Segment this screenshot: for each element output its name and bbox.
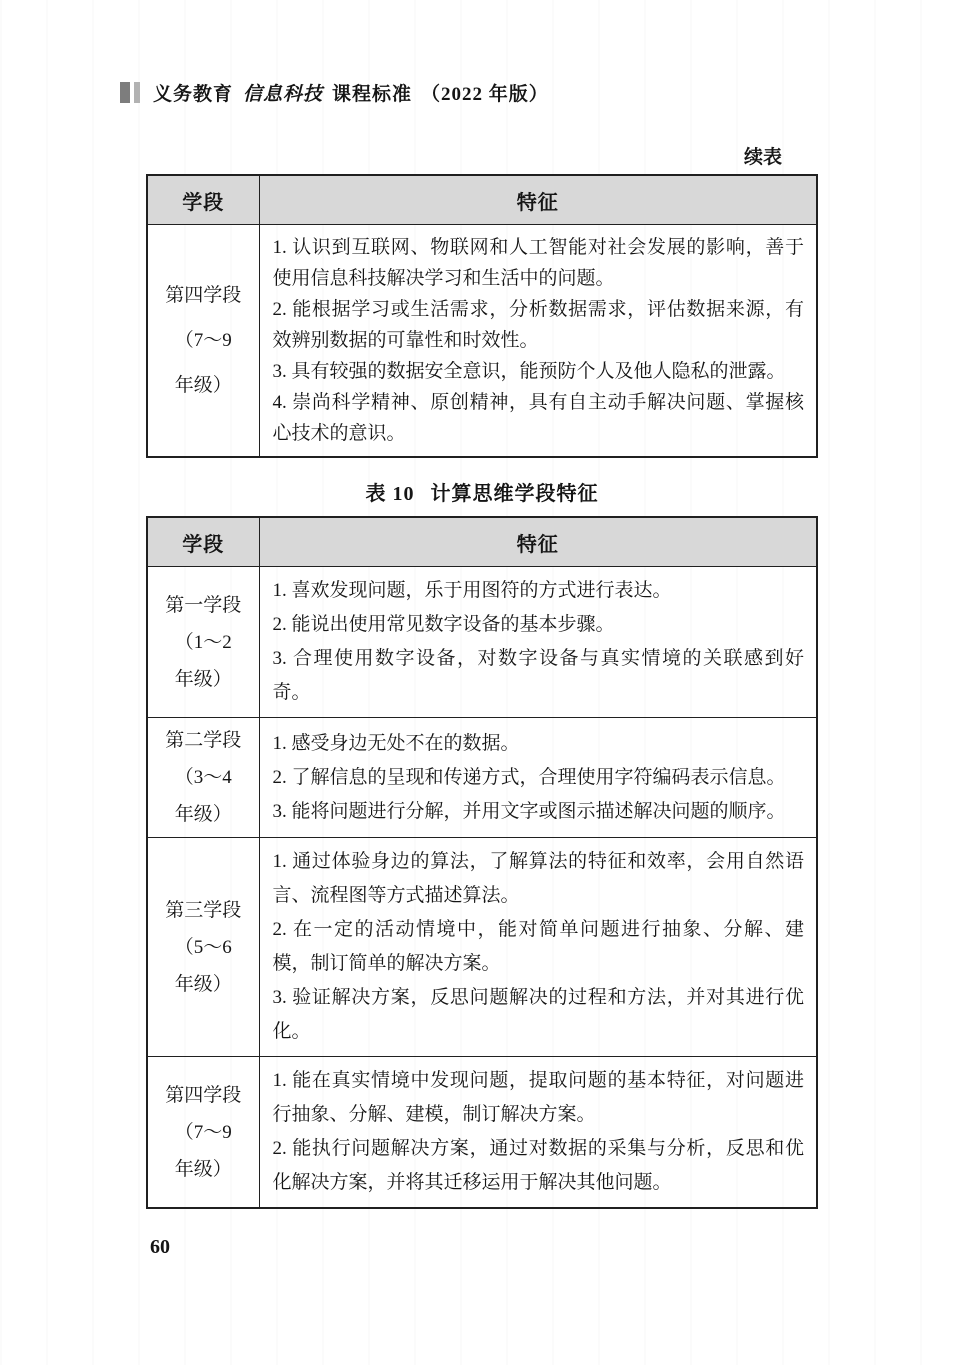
feature-item: 1. 通过体验身边的算法，了解算法的特征和效率，会用自然语言、流程图等方式描述算法。: [272, 851, 804, 906]
table10: [146, 516, 818, 1209]
table10-caption-title: 计算思维学段特征: [430, 483, 599, 505]
stage-line: 年级）: [174, 973, 232, 995]
feature-item: 2. 能说出使用常见数字设备的基本步骤。: [272, 614, 615, 635]
table10-caption-label: 表 10: [365, 483, 415, 505]
continued-table: [146, 174, 818, 458]
header-bar-light-icon: [134, 82, 140, 103]
feature-item: 1. 感受身边无处不在的数据。: [272, 732, 520, 754]
stage-line: 年级）: [174, 375, 232, 396]
table-row-stage2: [147, 718, 817, 838]
header-text-standard: 课程标准: [332, 83, 413, 105]
stage-line: （5～6: [174, 936, 232, 958]
header-text-education: 义务教育: [153, 83, 234, 105]
stage-cell: [147, 838, 259, 1057]
feature-item: 3. 具有较强的数据安全意识，能预防个人及他人隐私的泄露。: [272, 361, 786, 382]
continued-table-label: 续表: [743, 147, 782, 168]
stage-line: 年级）: [174, 668, 232, 690]
table-row-stage4: [147, 1057, 817, 1209]
stage-cell: [147, 718, 259, 838]
stage-line: 年级）: [174, 804, 232, 825]
stage-line: 第三学段: [165, 899, 242, 921]
stage-cell: [147, 225, 259, 458]
table-header-row: [147, 517, 817, 567]
feature-cell: [259, 1057, 817, 1209]
stage-line: （7～9: [174, 1121, 232, 1143]
table-row-stage1: [147, 567, 817, 718]
running-header: [120, 80, 549, 104]
stage-line: （3～4: [174, 767, 232, 788]
table-row: [147, 225, 817, 458]
stage-cell: [147, 1057, 259, 1209]
stage-cell: [147, 567, 259, 718]
page-number: 60: [150, 1236, 170, 1258]
stage-line: （7～9: [174, 330, 232, 351]
column-header-stage: 学段: [147, 175, 259, 225]
stage-line: 第四学段: [165, 1084, 242, 1106]
header-text-subject: 信息科技: [243, 83, 324, 105]
feature-item: 2. 能执行问题解决方案，通过对数据的采集与分析，反思和优化解决方案，并将其迁移运用于解决其他问题。: [272, 1138, 804, 1193]
feature-cell: [259, 225, 817, 458]
stage-line: 年级）: [174, 1158, 232, 1180]
table-header-row: [147, 175, 817, 225]
feature-cell: [259, 567, 817, 718]
header-text-edition: （2022 年版）: [421, 83, 549, 105]
header-bar-dark-icon: [120, 82, 130, 103]
column-header-feature: 特征: [259, 175, 817, 225]
stage-line: 第一学段: [165, 594, 242, 616]
feature-item: 2. 能根据学习或生活需求，分析数据需求，评估数据来源，有效辨别数据的可靠性和时效性。: [272, 299, 804, 351]
feature-item: 4. 崇尚科学精神、原创精神，具有自主动手解决问题、掌握核心技术的意识。: [272, 392, 804, 444]
feature-item: 1. 能在真实情境中发现问题，提取问题的基本特征，对问题进行抽象、分解、建模，制订解决方案。: [272, 1070, 804, 1125]
stage-line: 第四学段: [165, 285, 242, 306]
feature-cell: [259, 718, 817, 838]
stage-line: 第二学段: [165, 730, 242, 751]
feature-cell: [259, 838, 817, 1057]
column-header-feature: 特征: [259, 517, 817, 567]
feature-item: 3. 验证解决方案，反思问题解决的过程和方法，并对其进行优化。: [272, 987, 804, 1042]
feature-item: 2. 了解信息的呈现和传递方式，合理使用字符编码表示信息。: [272, 766, 786, 788]
feature-item: 3. 合理使用数字设备，对数字设备与真实情境的关联感到好奇。: [272, 648, 804, 703]
feature-item: 1. 喜欢发现问题，乐于用图符的方式进行表达。: [272, 580, 672, 601]
feature-item: 1. 认识到互联网、物联网和人工智能对社会发展的影响，善于使用信息科技解决学习和生活中的问题。: [272, 237, 804, 289]
table10-caption: [146, 477, 818, 506]
feature-item: 3. 能将问题进行分解，并用文字或图示描述解决问题的顺序。: [272, 800, 786, 822]
column-header-stage: 学段: [147, 517, 259, 567]
feature-item: 2. 在一定的活动情境中，能对简单问题进行抽象、分解、建模，制订简单的解决方案。: [272, 919, 804, 974]
stage-line: （1～2: [174, 631, 232, 653]
table-row-stage3: [147, 838, 817, 1057]
